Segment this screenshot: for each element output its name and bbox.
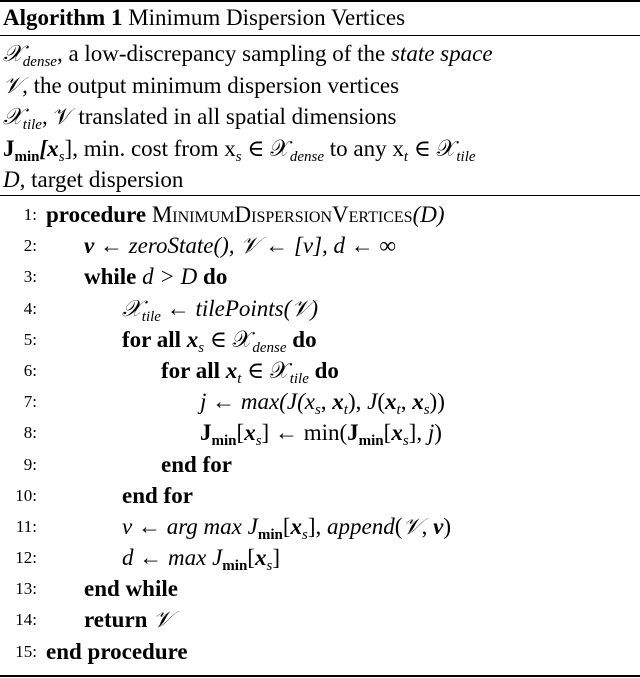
line-number: 11:	[15, 516, 37, 536]
line-number: 3:	[23, 267, 37, 287]
algorithm-caption	[3, 3, 405, 33]
code-line-8: 8: $J_{min}[x_s]$ ← $\min(J_{min}[x_s]$, j)	[0, 417, 640, 448]
algorithm-code	[0, 199, 640, 667]
line-number: 8:	[23, 423, 37, 443]
line-number: 12:	[15, 548, 37, 568]
line-number: 4:	[23, 298, 37, 318]
definitions	[3, 38, 493, 196]
code-line-7: 7: j ← $\max(J(x_s$, $x_t$), $J(x_t$, $x_s$))	[0, 386, 640, 417]
line-number: 6:	[23, 360, 37, 380]
line-number: 13:	[15, 579, 37, 599]
caption-rule	[0, 35, 640, 36]
code-line-15: 15: end procedure	[0, 636, 640, 667]
code-line-13: 13: end while	[0, 573, 640, 604]
code-line-5: 5: for all $x_s$ ∈ 𝒳$_{dense}$ do	[0, 324, 640, 355]
code-line-1: 1: procedure MinimumDispersionVertices(D)	[0, 199, 640, 230]
definition-xtile: 𝒳$_{tile}$, 𝒱 translated in all spatial dimensions	[3, 104, 397, 133]
code-line-12: 12: d ← $\max J_{min}[x_s]$	[0, 542, 640, 573]
code-line-11: 11: v ← arg $\max J_{min}[x_s]$, append(𝒱, v)	[0, 511, 640, 542]
line-number: 15:	[15, 641, 37, 661]
code-line-2: 2: v ← zeroState(), 𝒱 ← [v], d ← ∞	[0, 230, 640, 261]
definition-xdense: 𝒳$_{dense}$, a low-discrepancy sampling of the state space	[3, 41, 493, 70]
line-number: 10:	[15, 485, 37, 505]
line-number: 14:	[15, 610, 37, 630]
code-line-4: 4: 𝒳$_{tile}$ ← tilePoints(𝒱)	[0, 293, 640, 324]
code-line-3: 3: while d > D do	[0, 261, 640, 292]
code-line-9: 9: end for	[0, 449, 640, 480]
code-line-10: 10: end for	[0, 480, 640, 511]
definition-v: 𝒱, the output minimum dispersion vertices	[3, 72, 400, 99]
line-number: 9:	[23, 454, 37, 474]
definition-jmin: $J_{min}[x_s]$, min. cost from $x_s$ ∈ 𝒳$_{dense}$ to any $x_t$ ∈ 𝒳$_{tile}$	[3, 135, 476, 165]
top-rule	[0, 0, 640, 2]
algorithm-label: Algorithm 1	[3, 5, 123, 30]
line-number: 7:	[23, 392, 37, 412]
code-line-14: 14: return 𝒱	[0, 604, 640, 635]
line-number: 1:	[23, 205, 37, 224]
code-line-6: 6: for all $x_t$ ∈ 𝒳$_{tile}$ do	[0, 355, 640, 386]
definition-d: D, target dispersion	[3, 167, 184, 192]
line-number: 5:	[23, 329, 37, 349]
algorithm-title: Minimum Dispersion Vertices	[128, 5, 406, 30]
bottom-rule	[0, 675, 640, 677]
separator-rule	[0, 195, 640, 196]
line-number: 2:	[23, 236, 37, 256]
